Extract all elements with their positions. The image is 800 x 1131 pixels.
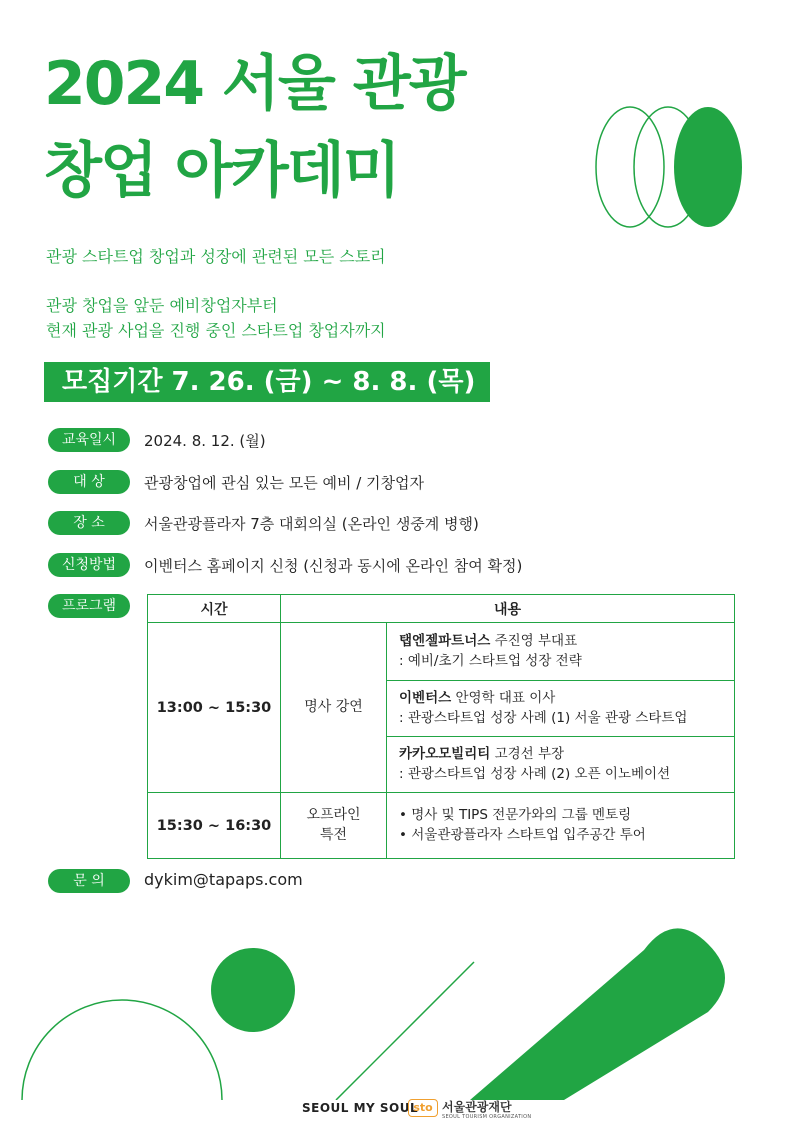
page-title-line2: 창업 아카데미 bbox=[44, 136, 399, 206]
info-row-program bbox=[48, 593, 130, 619]
footer-logos bbox=[302, 1097, 542, 1127]
decorative-arc bbox=[22, 1000, 222, 1100]
decorative-shapes-bottom bbox=[0, 910, 800, 1100]
subtitle-story: 관광 스타트업 창업과 성장에 관련된 모든 스토리 bbox=[46, 247, 386, 266]
speaker-item bbox=[387, 737, 735, 793]
list-item: • 서울관광플라자 스타트업 입주공간 투어 bbox=[399, 826, 646, 843]
session1-category: 명사 강연 bbox=[281, 623, 387, 793]
decorative-circle bbox=[211, 948, 295, 1032]
speaker-company: 탭엔젤파트너스 bbox=[399, 632, 491, 649]
info-row-contact bbox=[48, 868, 303, 894]
speaker-item bbox=[387, 623, 735, 681]
subtitle-audience-line1: 관광 창업을 앞둔 예비창업자부터 bbox=[46, 296, 278, 315]
speaker-company: 이벤터스 bbox=[399, 689, 452, 706]
speaker-role: 주진영 부대표 bbox=[490, 632, 578, 649]
subtitle-audience-line2: 현재 관광 사업을 진행 중인 스타트업 창업자까지 bbox=[46, 320, 386, 340]
table-row bbox=[148, 623, 735, 681]
info-row-target bbox=[48, 469, 424, 495]
session2-time: 15:30 ~ 16:30 bbox=[148, 793, 281, 859]
table-row bbox=[148, 793, 735, 859]
recruit-period-banner: 모집기간 7. 26. (금) ~ 8. 8. (목) bbox=[44, 362, 490, 402]
info-row-apply bbox=[48, 552, 523, 578]
decorative-ellipses bbox=[590, 100, 750, 235]
speaker-role: 안영학 대표 이사 bbox=[451, 689, 556, 706]
label-badge-contact: 문 의 bbox=[48, 869, 130, 893]
seoul-my-soul-logo: SEOUL MY SOUL bbox=[302, 1101, 419, 1115]
decorative-line bbox=[336, 962, 474, 1100]
session2-category-line1: 오프라인 bbox=[306, 806, 361, 823]
table-header-content: 내용 bbox=[281, 595, 735, 623]
speaker-company: 카카오모빌리티 bbox=[399, 745, 491, 762]
info-value-date: 2024. 8. 12. (월) bbox=[144, 432, 266, 450]
info-value-place: 서울관광플라자 7층 대회의실 (온라인 생중계 병행) bbox=[144, 515, 479, 533]
label-badge-apply: 신청방법 bbox=[48, 553, 130, 577]
speaker-role: 고경선 부장 bbox=[490, 745, 565, 762]
session2-content bbox=[387, 793, 735, 859]
table-header-row bbox=[148, 595, 735, 623]
speaker-topic: : 관광스타트업 성장 사례 (1) 서울 관광 스타트업 bbox=[399, 709, 688, 726]
page-title-line1: 2024 서울 관광 bbox=[44, 49, 465, 119]
speaker-topic: : 관광스타트업 성장 사례 (2) 오픈 이노베이션 bbox=[399, 765, 671, 782]
info-row-date bbox=[48, 427, 266, 453]
session2-category-line2: 특전 bbox=[319, 826, 348, 843]
label-badge-target: 대 상 bbox=[48, 470, 130, 494]
decorative-stripe bbox=[470, 928, 725, 1100]
label-badge-place: 장 소 bbox=[48, 511, 130, 535]
session1-time: 13:00 ~ 15:30 bbox=[148, 623, 281, 793]
sto-logo-icon: sto bbox=[408, 1099, 438, 1117]
info-value-apply: 이벤터스 홈페이지 신청 (신청과 동시에 온라인 참여 확정) bbox=[144, 557, 523, 575]
info-value-target: 관광창업에 관심 있는 모든 예비 / 기창업자 bbox=[144, 474, 424, 492]
sto-name-english: SEOUL TOURISM ORGANIZATION bbox=[442, 1114, 532, 1120]
speaker-topic: : 예비/초기 스타트업 성장 전략 bbox=[399, 652, 582, 669]
subtitle-audience bbox=[46, 294, 386, 344]
sto-name-korean: 서울관광재단 bbox=[442, 1100, 512, 1114]
program-table bbox=[147, 594, 735, 859]
label-badge-date: 교육일시 bbox=[48, 428, 130, 452]
list-item: • 명사 및 TIPS 전문가와의 그룹 멘토링 bbox=[399, 806, 632, 823]
table-header-time: 시간 bbox=[148, 595, 281, 623]
session2-category bbox=[281, 793, 387, 859]
info-row-place bbox=[48, 510, 479, 536]
contact-email[interactable]: dykim@tapaps.com bbox=[144, 870, 303, 889]
speaker-item bbox=[387, 681, 735, 737]
label-badge-program: 프로그램 bbox=[48, 594, 130, 618]
